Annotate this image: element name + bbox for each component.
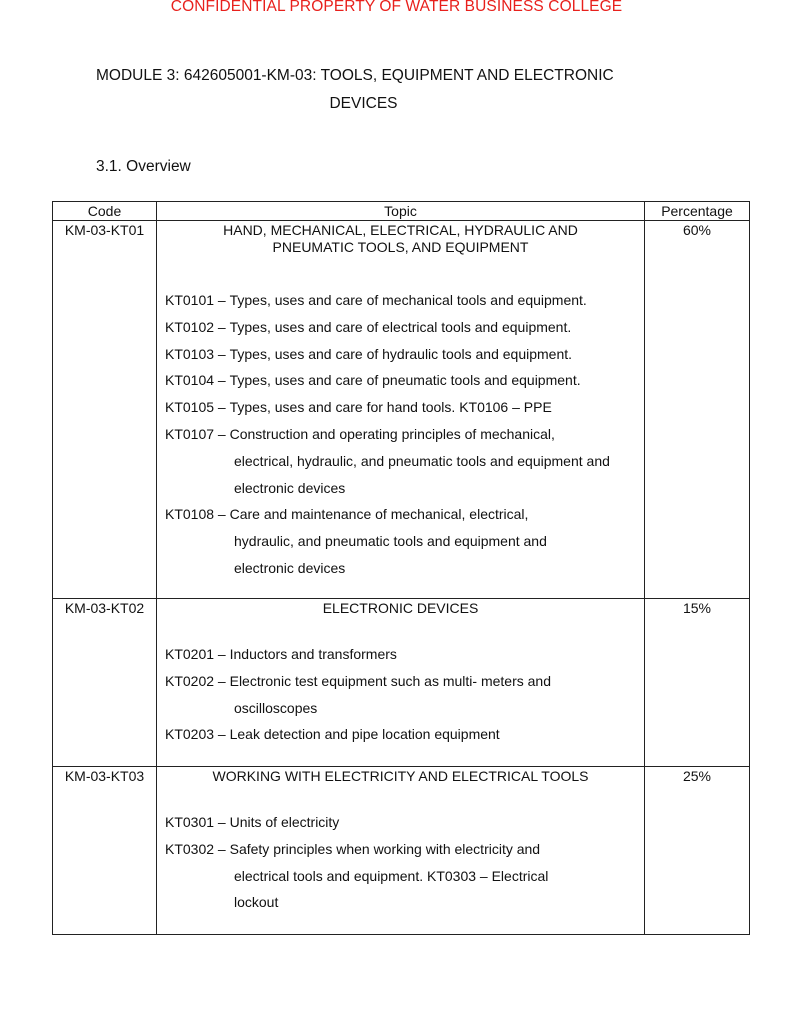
list-item — [165, 641, 640, 668]
kt-code: KT0103 – — [165, 345, 230, 362]
kt-continuation: electrical, hydraulic, and pneumatic tools and equipment and — [234, 452, 610, 469]
topic-heading — [157, 221, 644, 256]
module-title — [96, 62, 631, 118]
table-header-row — [53, 202, 750, 221]
kt-code: KT0302 – — [165, 840, 230, 857]
overview-table — [52, 201, 750, 935]
header-percentage: Percentage — [645, 202, 750, 221]
kt-code: KT0201 – — [165, 646, 230, 662]
kt-code: KT0108 – — [165, 506, 230, 523]
module-title-line2: DEVICES — [329, 95, 398, 112]
list-item — [165, 836, 640, 863]
module-title-line1: MODULE 3: 642605001-KM-03: TOOLS, EQUIPMENT AND ELECTRONIC — [96, 67, 614, 84]
list-item — [165, 341, 640, 368]
row-code: KM-03-KT03 — [53, 767, 157, 935]
topic-heading — [157, 767, 644, 785]
row-topic — [157, 221, 645, 599]
list-item — [165, 367, 640, 394]
kt-text: Care and maintenance of mechanical, electrical, — [229, 506, 529, 523]
list-item — [165, 421, 640, 448]
kt-text: Types, uses and care of hydraulic tools and equipment. — [229, 345, 573, 362]
header-code: Code — [53, 202, 157, 221]
kt-code: KT0301 – — [165, 814, 230, 830]
list-item — [165, 501, 640, 528]
kt-code: KT0202 – — [165, 672, 230, 689]
header-topic: Topic — [157, 202, 645, 221]
list-item — [165, 314, 640, 341]
kt-code: KT0107 – — [165, 425, 230, 442]
kt-text: Types, uses and care for hand tools. KT0106 – PPE — [229, 399, 552, 416]
row-code: KM-03-KT02 — [53, 599, 157, 767]
kt-code: KT0101 – — [165, 292, 230, 308]
topic-heading-line: HAND, MECHANICAL, ELECTRICAL, HYDRAULIC AND — [223, 222, 578, 238]
list-item — [165, 809, 640, 836]
kt-code: KT0102 – — [165, 318, 230, 335]
kt-continuation: hydraulic, and pneumatic tools and equipment and — [234, 533, 547, 550]
topic-heading-line: WORKING WITH ELECTRICITY AND ELECTRICAL TOOLS — [212, 768, 589, 784]
row-code: KM-03-KT01 — [53, 221, 157, 599]
kt-continuation: electrical tools and equipment. KT0303 – Electrical — [234, 867, 549, 884]
kt-continuation: lockout — [234, 894, 279, 911]
kt-code: KT0104 – — [165, 372, 230, 389]
row-percentage: 25% — [645, 767, 750, 935]
kt-continuation: electronic devices — [234, 479, 346, 496]
row-percentage: 60% — [645, 221, 750, 599]
list-item — [165, 721, 640, 748]
table-row — [53, 599, 750, 767]
kt-text: Types, uses and care of mechanical tools and equipment. — [229, 292, 587, 308]
topic-list — [157, 809, 644, 916]
row-topic — [157, 767, 645, 935]
topic-heading-line: PNEUMATIC TOOLS, AND EQUIPMENT — [272, 239, 529, 255]
kt-text: Inductors and transformers — [229, 646, 397, 662]
kt-text: Types, uses and care of pneumatic tools and equipment. — [229, 372, 581, 389]
section-title: 3.1. Overview — [96, 158, 191, 175]
table-row — [53, 221, 750, 599]
kt-text: Types, uses and care of electrical tools and equipment. — [229, 318, 572, 335]
kt-continuation: oscilloscopes — [234, 699, 318, 716]
row-topic — [157, 599, 645, 767]
topic-heading-line: ELECTRONIC DEVICES — [322, 600, 479, 616]
kt-text: Electronic test equipment such as multi- meters and — [229, 672, 551, 689]
topic-list — [157, 287, 644, 582]
topic-heading — [157, 599, 644, 617]
kt-text: Safety principles when working with electricity and — [229, 840, 541, 857]
row-percentage: 15% — [645, 599, 750, 767]
confidential-header: CONFIDENTIAL PROPERTY OF WATER BUSINESS COLLEGE — [170, 0, 623, 15]
list-item — [165, 394, 640, 421]
kt-code: KT0105 – — [165, 399, 230, 416]
kt-code: KT0203 – — [165, 726, 230, 743]
kt-text: Construction and operating principles of mechanical, — [229, 425, 555, 442]
table-row — [53, 767, 750, 935]
kt-continuation: electronic devices — [234, 559, 346, 576]
kt-text: Leak detection and pipe location equipment — [229, 726, 500, 743]
list-item — [165, 287, 640, 314]
kt-text: Units of electricity — [229, 814, 340, 830]
topic-list — [157, 641, 644, 748]
list-item — [165, 668, 640, 695]
